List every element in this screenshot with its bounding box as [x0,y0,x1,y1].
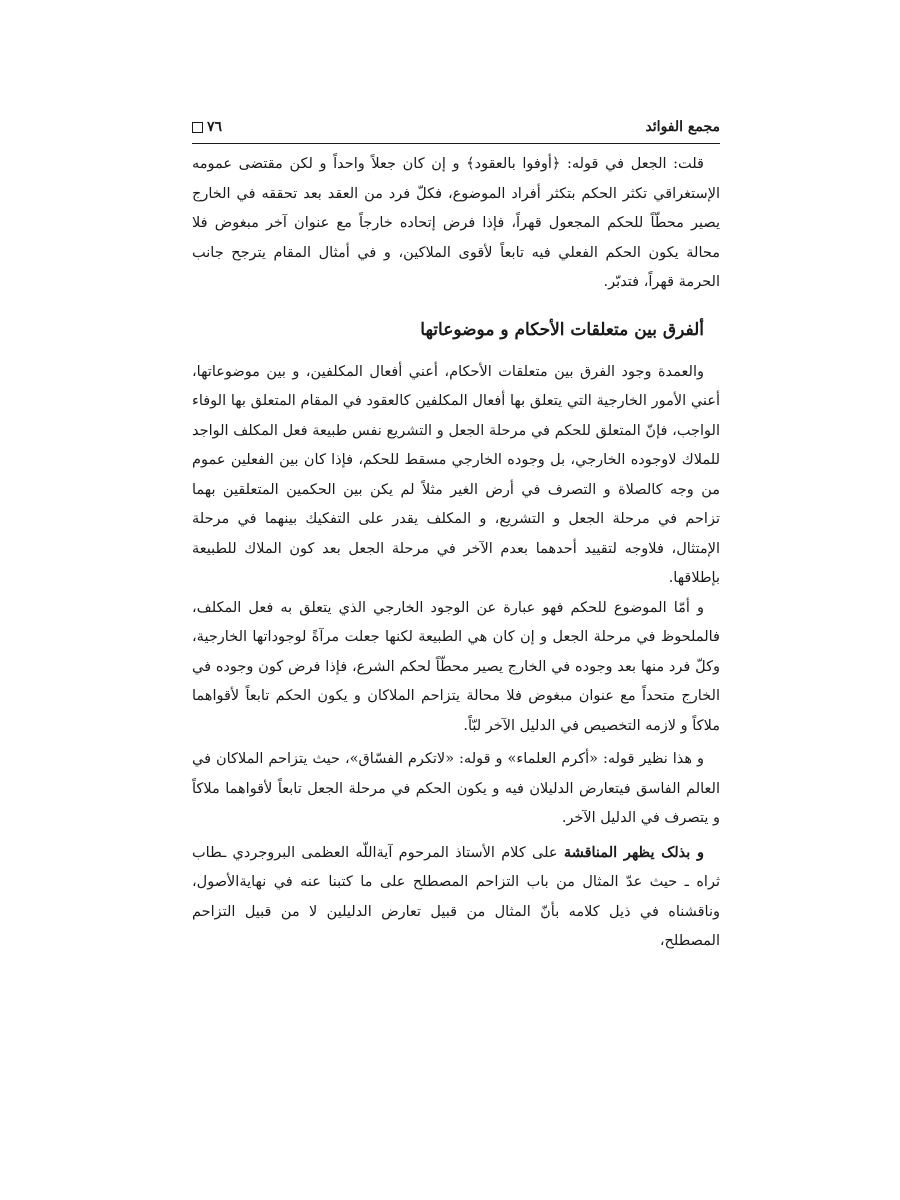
paragraph-5 [192,838,720,957]
paragraph-2: والعمدة وجود الفرق بين متعلقات الأحكام، أعني أفعال المكلفين، و بين موضوعاتها، أعني الأمور الخارجية التي يتعلق بها أفعال المكلفين كالعقود في المقام المتعلق بها الوفاء الواجب، فإنّ المتعلق للحكم في مرحلة الجعل و التشريع نفس طبيعة فعل المكلف الواجد للملاك لاوجوده الخارجي، بل وجوده الخارجي مسقط للحكم، فإذا كان بين الفعلين عموم من وجه كالصلاة و التصرف في أرض الغير مثلاً لم يكن بين الحكمين المتعلقين بهما تزاحم في مرحلة الجعل و التشريع، و المكلف يقدر على التفكيك بينهما في مرحلة الإمتثال، فلاوجه لتقييد أحدهما بعدم الآخر في مرحلة الجعل بعد كون الملاك للطبيعة بإطلاقها. [192,363,720,586]
paragraph-3: و أمّا الموضوع للحكم فهو عبارة عن الوجود الخارجي الذي يتعلق به فعل المكلف، فالملحوظ في مرحلة الجعل و إن كان هي الطبيعة لكنها جعلت مرآةً لوجوداتها الخارجية، وكلّ فرد منها بعد وجوده في الخارج يصير محطّاً لحكم الشرع، فإذا فرض كون وجوده في الخارج متحداً مع عنوان مبغوض فلا محالة يتزاحم الملاكان و يكون الحكم تابعاً لأقواهما ملاكاً و لازمه التخصيص في الدليل الآخر لبّاً. [192,599,720,734]
book-title: مجمع الفوائد [645,119,720,135]
section-heading: ألفرق بين متعلقات الأحكام و موضوعاتها [420,319,704,340]
paragraph-4: و هذا نظير قوله: «أكرم العلماء» و قوله: «لاتكرم الفسّاق»، حيث يتزاحم الملاكان في العالم الفاسق فيتعارض الدليلان فيه و يكون الحكم في مرحلة الجعل تابعاً لأقواهما ملاكاً و يتصرف في الدليل الآخر. [192,751,720,826]
page-body [192,150,720,957]
paragraph-5-lead: و بذلک يظهر المناقشة [563,843,704,861]
header-rule [192,143,720,144]
paragraph-5-text: على كلام الأستاذ المرحوم آيةاللّه العظمى البروجردي ـطاب ثراه ـ حيث عدّ المثال من باب التزاحم المصطلح على ما كتبنا عنه في نهايةالأصول، وناقشناه في ذيل كلامه بأنّ المثال من قبيل تعارض الدليلين لا من قبيل التزاحم المصطلح، [192,844,720,949]
page-header [192,112,720,142]
paragraph-1: قلت: الجعل في قوله: ﴿أوفوا بالعقود﴾ و إن كان جعلاً واحداً و لكن مقتضى عمومه الإستغراقي تكثر الحكم بتكثر أفراد الموضوع، فكلّ فرد من العقد بعد تحققه في الخارج يصير محطّاً للحكم المجعول قهراً، فإذا فرض إتحاده خارجاً مع عنوان آخر مبغوض فلا محالة يكون الحكم الفعلي فيه تابعاً لأقوى الملاكين، و في أمثال المقام يترجح جانب الحرمة قهراً، فتدبّر. [192,156,720,290]
page-number [192,119,222,135]
square-icon [192,122,203,133]
page-number-text: ٧٦ [207,119,223,135]
